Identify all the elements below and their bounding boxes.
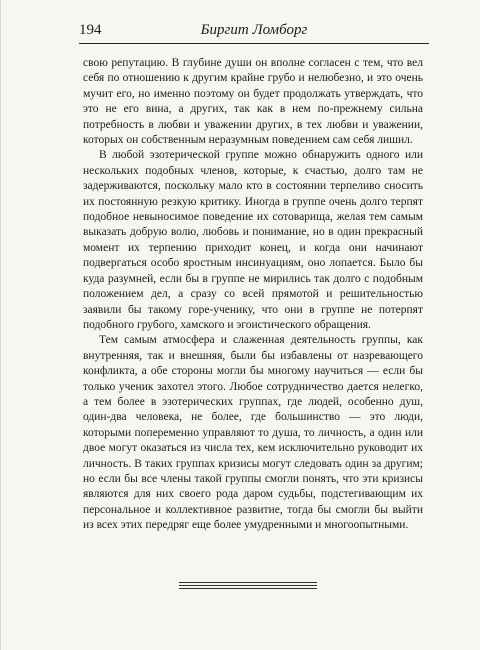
paragraph: Тем самым атмосфера и слаженная деятельность группы, как внутренняя, так и внешняя, были бы избавлены от назревающего конфликта, а обе стороны могли бы многому научиться — если бы только ученик захотел этого. Любое сотрудничество дается нелегко, а тем более в эзотерических группах, где людей, особенно душ, один-два человека, не более, где большинство — это люди, которыми попеременно управляют то душа, то личность, а один или двое могут оказаться из числа тех, кем исключительно руководит их личность. В таких группах кризисы могут следовать один за другим; но если бы все члены такой группы смогли понять, что эти кризисы являются для них своего рода даром судьбы, подстегивающим их персональное и коллективное развитие, тогда бы смогли бы выйти из всех этих передряг еще более умудренными и многоопытными. [83,334,423,532]
section-end-ornament [179,582,317,591]
header-rule [79,43,429,44]
body-text [83,56,423,534]
running-head: Биргит Ломборг [200,22,308,38]
paragraph-continued: свою репутацию. В глубине души он вполне согласен с тем, что вел себя по отношению к другим крайне грубо и нелюбезно, и это очень мучит его, но именно поэтому он будет продолжать утверждать, что это не его вина, а других, так как в нем по-прежнему сильна потребность в любви и уважении других, в тех любви и уважении, которых он собственным неразумным поведением сам себя лишил. [83,57,423,147]
paragraph: В любой эзотерической группе можно обнаружить одного или нескольких подобных членов, которые, к счастью, долго там не задерживаются, поскольку мало кто в состоянии терпеливо сносить их постоянную резкую критику. Иногда в группе очень долго терпят подобное невыносимое поведение их сотоварища, желая тем самым выказать добрую волю, любовь и понимание, но в один прекрасный момент их терпению приходит конец, и когда они начинают подвергаться особо яростным инсинуациям, оно лопается. Было бы куда разумней, если бы в группе не мирились так долго с подобным положением дел, а сразу со всей прямотой и решительностью заявили бы такому горе-ученику, что они в группе не потерпят подобного грубого, хамского и эгоистического обращения. [83,149,423,331]
page-header [79,22,429,44]
page-number: 194 [79,22,102,38]
